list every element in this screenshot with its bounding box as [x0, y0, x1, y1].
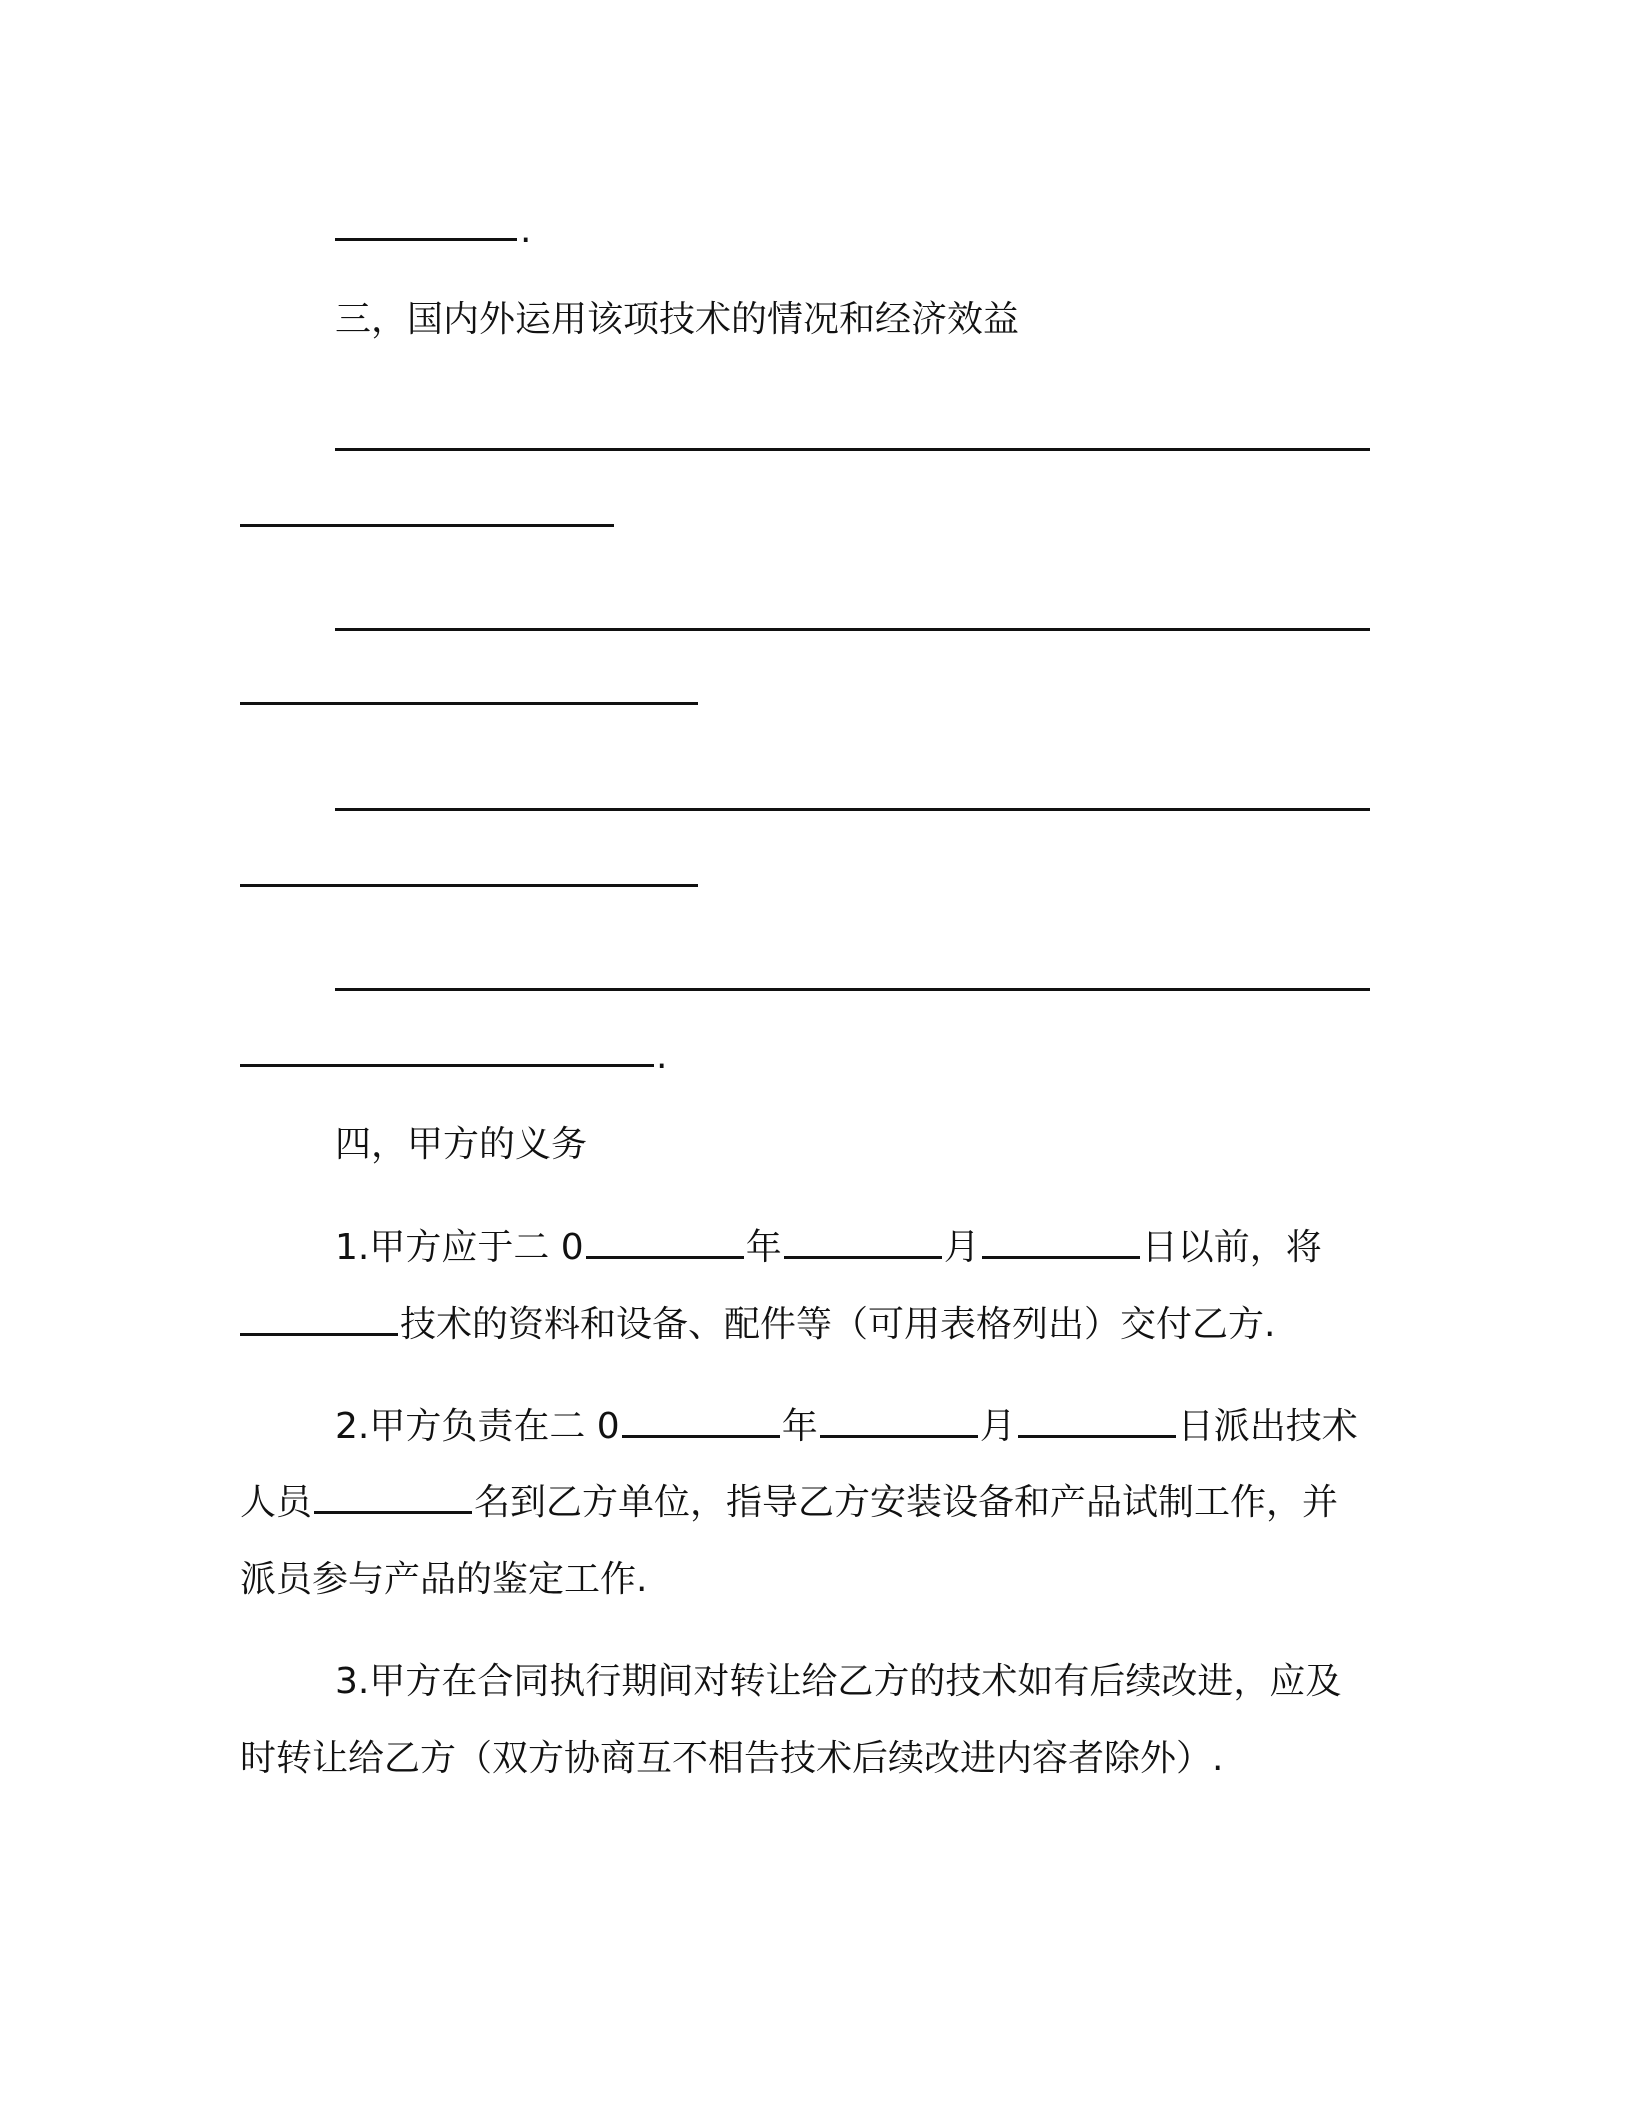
fill-in-blank — [335, 808, 1370, 811]
fill-in-blank — [240, 524, 614, 527]
fill-in-blank — [335, 628, 1370, 631]
item-2-line-1 — [335, 1403, 1390, 1451]
fill-in-blank — [314, 1481, 472, 1514]
fill-in-blank — [240, 1303, 398, 1336]
item-1-line-1 — [335, 1224, 1390, 1272]
year-label: 年 — [781, 1406, 818, 1447]
item-2-prefix: 2.甲方负责在二 0 — [335, 1406, 620, 1447]
fill-in-blank — [335, 988, 1370, 991]
fill-in-blank — [335, 238, 517, 241]
fill-in-blank — [335, 448, 1370, 451]
line-period: . — [520, 210, 532, 251]
fill-in-blank — [586, 1226, 744, 1259]
item-2-line-3: 派员参与产品的鉴定工作. — [240, 1559, 648, 1600]
item-3-line-2: 时转让给乙方（双方协商互不相告技术后续改进内容者除外）. — [240, 1738, 1224, 1779]
fill-in-blank — [240, 702, 698, 705]
item-2-line-2-prefix: 人员 — [240, 1482, 313, 1523]
item-1-line-2-suffix: 技术的资料和设备、配件等（可用表格列出）交付乙方. — [400, 1304, 1276, 1345]
item-2-day-suffix: 日派出技术 — [1177, 1406, 1358, 1447]
item-2-line-2 — [240, 1479, 1390, 1527]
section-3-heading: 三，国内外运用该项技术的情况和经济效益 — [335, 299, 1020, 340]
fill-in-blank — [784, 1226, 942, 1259]
fill-in-blank — [240, 884, 698, 887]
month-label: 月 — [943, 1227, 980, 1268]
item-1-prefix: 1.甲方应于二 0 — [335, 1227, 584, 1268]
item-1-day-suffix: 日以前，将 — [1141, 1227, 1322, 1268]
fill-in-blank — [622, 1405, 780, 1438]
item-2-line-2-suffix: 名到乙方单位，指导乙方安装设备和产品试制工作，并 — [474, 1482, 1339, 1523]
fill-in-blank — [820, 1405, 978, 1438]
item-3-line-1: 3.甲方在合同执行期间对转让给乙方的技术如有后续改进，应及 — [335, 1661, 1342, 1702]
block-period: . — [656, 1036, 668, 1077]
fill-in-blank — [240, 1064, 654, 1067]
fill-in-blank — [1018, 1405, 1176, 1438]
item-1-line-2 — [240, 1301, 1390, 1349]
fill-in-blank — [982, 1226, 1140, 1259]
section-4-heading: 四，甲方的义务 — [335, 1124, 588, 1165]
month-label: 月 — [979, 1406, 1016, 1447]
year-label: 年 — [745, 1227, 782, 1268]
